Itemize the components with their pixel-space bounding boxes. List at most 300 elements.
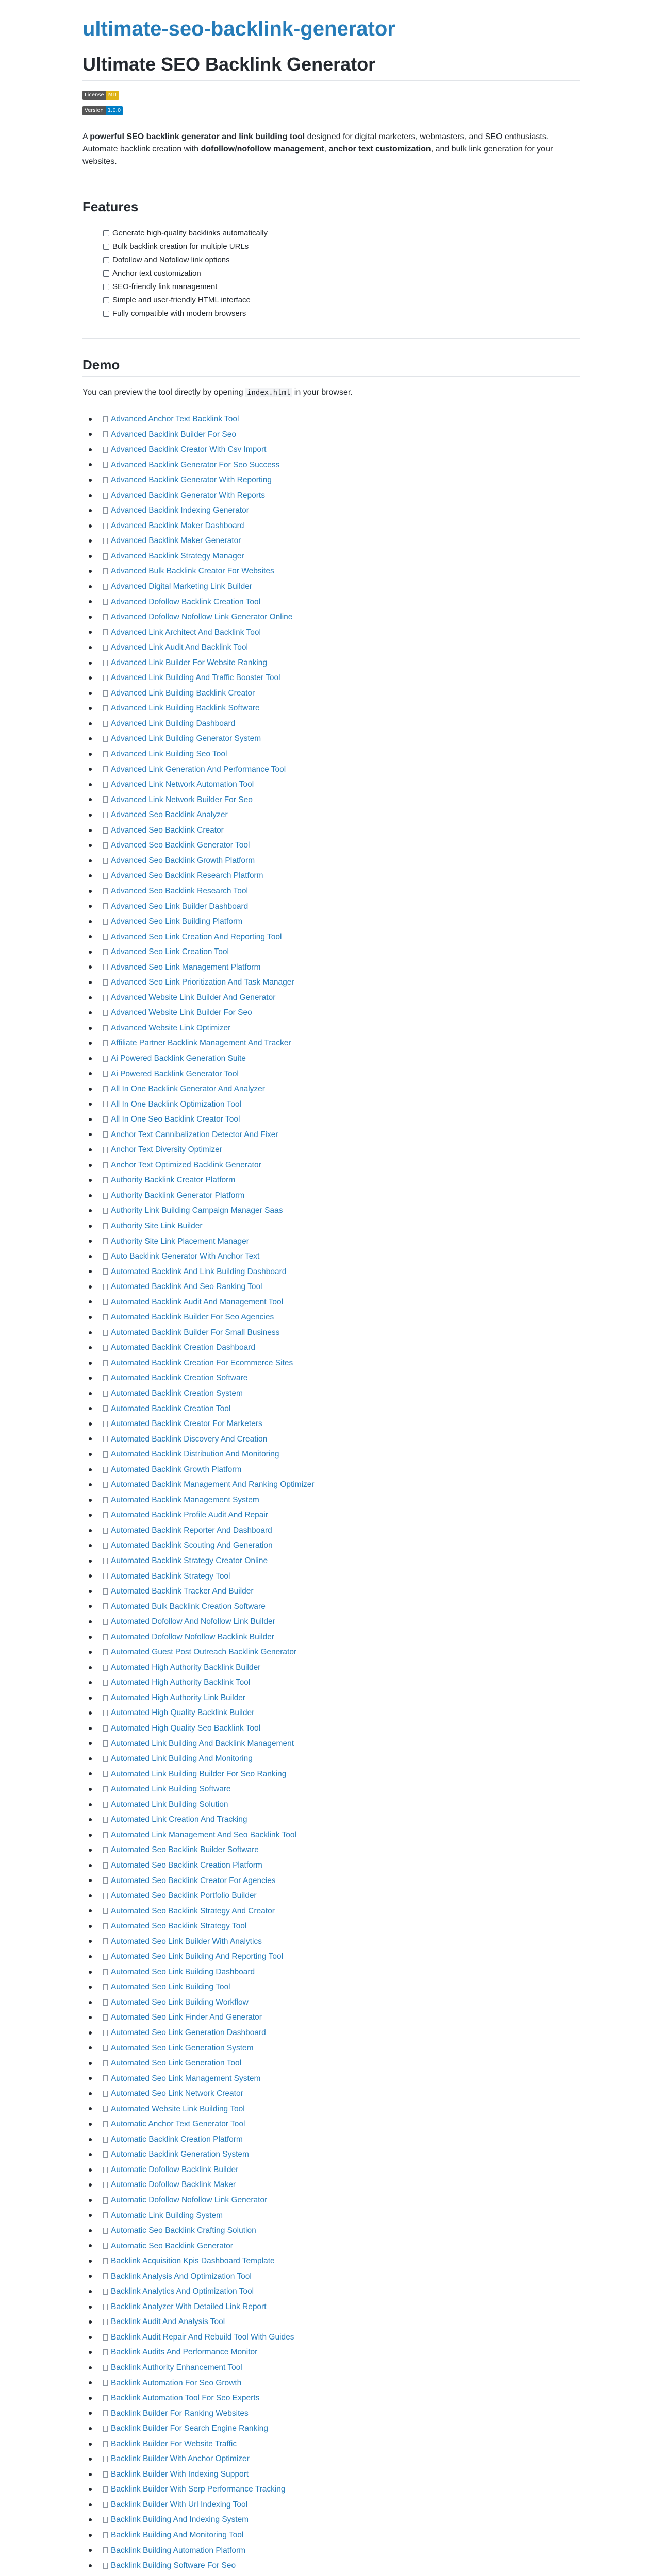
checkbox-icon (103, 257, 109, 263)
link-list-item (103, 1934, 330, 1950)
demo-link[interactable]: All In One Backlink Generator And Analyzer (111, 1084, 265, 1094)
demo-link[interactable]: Automated Backlink Creation Software (111, 1374, 248, 1383)
demo-link[interactable]: Backlink Audits And Performance Monitor (111, 2348, 258, 2357)
demo-link[interactable]: Automatic Anchor Text Generator Tool (111, 2120, 245, 2129)
link-list-item (103, 1264, 330, 1280)
demo-link[interactable]: Automated High Authority Link Builder (111, 1693, 246, 1702)
link-list-item (103, 777, 330, 792)
demo-link[interactable]: Automated Link Building And Monitoring (111, 1754, 253, 1764)
broken-image-icon (103, 1330, 108, 1336)
demo-link[interactable]: Automated High Quality Seo Backlink Tool (111, 1724, 261, 1733)
broken-image-icon (103, 447, 108, 453)
demo-link[interactable]: Automated Dofollow And Nofollow Link Builder (111, 1617, 275, 1626)
demo-link[interactable]: Advanced Backlink Creator With Csv Import (111, 445, 267, 454)
bullet-icon (89, 1651, 92, 1654)
demo-link[interactable]: Advanced Backlink Generator For Seo Success (111, 460, 280, 469)
demo-link[interactable]: Advanced Link Building Dashboard (111, 719, 236, 728)
demo-link[interactable]: Advanced Backlink Maker Dashboard (111, 521, 244, 530)
broken-image-icon (103, 2258, 108, 2264)
link-list-item (103, 1493, 330, 1508)
demo-link[interactable]: All In One Backlink Optimization Tool (111, 1099, 241, 1109)
demo-link[interactable]: Automated Link Building Software (111, 1785, 231, 1794)
demo-link[interactable]: Advanced Seo Link Creation Tool (111, 947, 229, 957)
link-list-item (103, 1036, 330, 1051)
broken-image-icon (103, 842, 108, 849)
broken-image-icon (103, 888, 108, 894)
demo-link[interactable]: Advanced Seo Backlink Creator (111, 825, 224, 835)
demo-link[interactable]: Advanced Seo Backlink Research Tool (111, 886, 248, 895)
feature-item (103, 267, 268, 280)
bullet-icon (89, 463, 92, 466)
bullet-icon (89, 859, 92, 862)
demo-link[interactable]: Advanced Seo Backlink Research Platform (111, 871, 263, 880)
bullet-icon (89, 570, 92, 573)
bullet-icon (89, 1834, 92, 1837)
bullet-icon (89, 2564, 92, 2567)
broken-image-icon (103, 1299, 108, 1305)
broken-image-icon (103, 1193, 108, 1199)
demo-link[interactable]: Backlink Audit Repair And Rebuild Tool With Guides (111, 2332, 294, 2342)
demo-link[interactable]: Advanced Link Audit And Backlink Tool (111, 643, 248, 652)
demo-link[interactable]: Advanced Link Building Backlink Software (111, 704, 260, 713)
demo-link[interactable]: Automated Backlink Scouting And Generation (111, 1541, 273, 1550)
broken-image-icon (103, 873, 108, 879)
bullet-icon (89, 1636, 92, 1639)
link-list-item (103, 625, 330, 640)
bullet-icon (89, 539, 92, 543)
link-list-item (103, 2162, 330, 2178)
bullet-icon (89, 1605, 92, 1608)
broken-image-icon (103, 629, 108, 635)
inline-code: index.html (245, 388, 292, 397)
demo-link[interactable]: Automated Seo Link Building Workflow (111, 1997, 249, 2007)
demo-link[interactable]: Automated Backlink Creation Dashboard (111, 1343, 256, 1352)
demo-link[interactable]: Backlink Builder With Anchor Optimizer (111, 2454, 250, 2464)
demo-link[interactable]: Automated Backlink Creator For Marketers (111, 1419, 262, 1429)
demo-link[interactable]: Automatic Seo Backlink Generator (111, 2241, 233, 2250)
demo-link[interactable]: Automated Seo Link Finder And Generator (111, 2013, 262, 2022)
broken-image-icon (103, 690, 108, 697)
demo-link[interactable]: Automated Backlink Strategy Tool (111, 1571, 230, 1581)
broken-image-icon (103, 1177, 108, 1183)
demo-link[interactable]: Automatic Dofollow Backlink Maker (111, 2180, 236, 2190)
demo-link[interactable]: Automatic Backlink Generation System (111, 2150, 249, 2159)
demo-link[interactable]: Automated Link Building And Backlink Management (111, 1739, 294, 1748)
link-list-item (103, 686, 330, 701)
demo-link[interactable]: Automatic Backlink Creation Platform (111, 2134, 243, 2144)
demo-link[interactable]: Advanced Link Building Backlink Creator (111, 688, 255, 698)
license-badge[interactable] (82, 91, 119, 100)
bullet-icon (89, 1240, 92, 1243)
demo-link[interactable]: Automated Backlink Creation For Ecommerce Sites (111, 1358, 293, 1367)
demo-link[interactable]: Automated Seo Link Building Tool (111, 1982, 230, 1992)
broken-image-icon (103, 1695, 108, 1701)
demo-link[interactable]: Backlink Builder With Serp Performance Tracking (111, 2485, 286, 2494)
demo-link[interactable]: Automated Link Management And Seo Backlink Tool (111, 1830, 296, 1839)
link-list-item (103, 457, 330, 473)
link-list-item (103, 2025, 330, 2041)
demo-link[interactable]: Authority Backlink Creator Platform (111, 1176, 236, 1185)
link-list-item (103, 2208, 330, 2224)
link-list-item (103, 1523, 330, 1538)
demo-link[interactable]: Automatic Dofollow Backlink Builder (111, 2165, 239, 2174)
broken-image-icon (103, 645, 108, 651)
broken-image-icon (103, 2289, 108, 2295)
bullet-icon (89, 1864, 92, 1867)
broken-image-icon (103, 1680, 108, 1686)
broken-image-icon (103, 705, 108, 711)
link-list-item (103, 975, 330, 990)
broken-image-icon (103, 1208, 108, 1214)
demo-link[interactable]: Automated Website Link Building Tool (111, 2104, 245, 2113)
bullet-icon (89, 1620, 92, 1623)
broken-image-icon (103, 751, 108, 757)
demo-link[interactable]: Backlink Authority Enhancement Tool (111, 2363, 242, 2372)
demo-link[interactable]: Advanced Website Link Builder For Seo (111, 1008, 252, 1018)
broken-image-icon (103, 858, 108, 864)
broken-image-icon (103, 2456, 108, 2462)
demo-link[interactable]: Backlink Builder With Url Indexing Tool (111, 2500, 248, 2509)
demo-link[interactable]: Automated Seo Backlink Strategy And Creator (111, 1906, 275, 1916)
bullet-icon (89, 2062, 92, 2065)
demo-link[interactable]: Authority Site Link Placement Manager (111, 1236, 249, 1246)
bullet-icon (89, 1697, 92, 1700)
link-list-item (103, 1645, 330, 1660)
demo-link[interactable]: Automated High Authority Backlink Builder (111, 1663, 261, 1672)
bullet-icon (89, 1879, 92, 1882)
link-list-item (103, 1888, 330, 1904)
link-list-item (103, 2528, 330, 2543)
demo-link[interactable]: Advanced Link Builder For Website Ranking (111, 658, 267, 667)
demo-link[interactable]: Advanced Anchor Text Backlink Tool (111, 415, 239, 423)
demo-link[interactable]: Ai Powered Backlink Generator Tool (111, 1069, 239, 1078)
link-list-item (103, 1477, 330, 1493)
broken-image-icon (103, 949, 108, 955)
broken-image-icon (103, 736, 108, 742)
link-list-item (103, 472, 330, 488)
bullet-icon (89, 1331, 92, 1334)
bullet-icon (89, 2473, 92, 2476)
demo-link[interactable]: All In One Seo Backlink Creator Tool (111, 1115, 240, 1124)
demo-link[interactable]: Advanced Bulk Backlink Creator For Websites (111, 567, 274, 576)
link-list-item (103, 792, 330, 808)
demo-link[interactable]: Advanced Link Architect And Backlink Tool (111, 628, 261, 637)
broken-image-icon (103, 2091, 108, 2097)
demo-link[interactable]: Automated Backlink Management System (111, 1495, 259, 1504)
feature-text: Simple and user-friendly HTML interface (112, 296, 251, 304)
link-list-item (103, 1127, 330, 1143)
broken-image-icon (103, 1101, 108, 1107)
demo-link[interactable]: Advanced Backlink Generator With Reports (111, 490, 265, 500)
link-list-item (103, 960, 330, 975)
demo-link[interactable]: Authority Site Link Builder (111, 1221, 203, 1230)
link-list-item (103, 1919, 330, 1934)
link-list-item (103, 1249, 330, 1264)
demo-link[interactable]: Automated Backlink Distribution And Monitoring (111, 1450, 279, 1459)
bullet-icon (89, 1088, 92, 1091)
link-list-item (103, 503, 330, 518)
demo-link[interactable]: Authority Backlink Generator Platform (111, 1191, 245, 1200)
demo-link[interactable]: Automated Link Creation And Tracking (111, 1815, 247, 1824)
checkbox-icon (103, 311, 109, 317)
demo-link[interactable]: Advanced Link Building And Traffic Booster Tool (111, 673, 280, 683)
demo-link[interactable]: Advanced Link Network Automation Tool (111, 780, 254, 789)
demo-link[interactable]: Automated Backlink Growth Platform (111, 1465, 242, 1474)
broken-image-icon (103, 1588, 108, 1595)
bullet-icon (89, 874, 92, 877)
bullet-icon (89, 1681, 92, 1684)
broken-image-icon (103, 1071, 108, 1077)
demo-link[interactable]: Automated Backlink Profile Audit And Repair (111, 1511, 269, 1520)
demo-link[interactable]: Automated Seo Link Management System (111, 2074, 261, 2083)
broken-image-icon (103, 1467, 108, 1473)
bullet-icon (89, 2503, 92, 2506)
demo-link[interactable]: Backlink Builder For Ranking Websites (111, 2409, 249, 2418)
demo-link[interactable]: Anchor Text Optimized Backlink Generator (111, 1160, 261, 1170)
bullet-icon (89, 2153, 92, 2156)
bullet-icon (89, 965, 92, 969)
bullet-icon (89, 2412, 92, 2415)
link-list-item (103, 1112, 330, 1127)
link-list-item (103, 564, 330, 579)
demo-link[interactable]: Backlink Building Automation Platform (111, 2546, 246, 2555)
demo-link[interactable]: Backlink Audit And Analysis Tool (111, 2317, 225, 2327)
broken-image-icon (103, 2410, 108, 2416)
bullet-icon (89, 1118, 92, 1121)
demo-link[interactable]: Automated Link Building Builder For Seo Ranking (111, 1769, 287, 1778)
demo-link[interactable]: Advanced Digital Marketing Link Builder (111, 582, 252, 591)
bullet-icon (89, 600, 92, 603)
demo-link[interactable]: Advanced Seo Link Creation And Reporting Tool (111, 932, 282, 941)
demo-link[interactable]: Automated Backlink Strategy Creator Online (111, 1556, 268, 1566)
demo-link[interactable]: Auto Backlink Generator With Anchor Text (111, 1252, 260, 1261)
broken-image-icon (103, 1405, 108, 1412)
checkbox-icon (103, 230, 109, 236)
demo-link[interactable]: Automated Seo Link Generation Dashboard (111, 2028, 266, 2037)
broken-image-icon (103, 2243, 108, 2249)
link-list-item (103, 2116, 330, 2132)
demo-link[interactable]: Advanced Website Link Optimizer (111, 1023, 231, 1032)
demo-link[interactable]: Advanced Seo Link Prioritization And Task Manager (111, 978, 294, 987)
demo-link[interactable]: Backlink Analytics And Optimization Tool (111, 2287, 254, 2296)
demo-link[interactable]: Ai Powered Backlink Generation Suite (111, 1054, 246, 1063)
bullet-icon (89, 1300, 92, 1303)
demo-link[interactable]: Automated Seo Backlink Portfolio Builder (111, 1891, 257, 1901)
broken-image-icon (103, 675, 108, 681)
broken-image-icon (103, 2075, 108, 2081)
broken-image-icon (103, 1512, 108, 1518)
broken-image-icon (103, 1634, 108, 1640)
demo-link[interactable]: Advanced Backlink Generator With Reporting (111, 476, 272, 485)
demo-link[interactable]: Automated Seo Backlink Creator For Agencies (111, 1876, 276, 1885)
broken-image-icon (103, 1360, 108, 1366)
demo-link[interactable]: Advanced Seo Backlink Growth Platform (111, 856, 255, 865)
bullet-icon (89, 1209, 92, 1212)
link-list-item (103, 1827, 330, 1843)
demo-link[interactable]: Backlink Building And Monitoring Tool (111, 2531, 244, 2540)
demo-link[interactable]: Advanced Backlink Strategy Manager (111, 551, 244, 561)
intro-text: , and bulk link generation for your websites. (82, 145, 553, 166)
demo-link[interactable]: Backlink Automation Tool For Seo Experts (111, 2394, 260, 2403)
demo-link[interactable]: Automated Seo Link Builder With Analytics (111, 1937, 262, 1946)
link-list-item (103, 884, 330, 899)
broken-image-icon (103, 2471, 108, 2478)
link-list-item (103, 1599, 330, 1615)
link-list-item (103, 1614, 330, 1630)
demo-link[interactable]: Advanced Link Network Builder For Seo (111, 795, 253, 804)
bullet-icon (89, 2488, 92, 2491)
broken-image-icon (103, 1938, 108, 1944)
bullet-icon (89, 494, 92, 497)
bullet-icon (89, 814, 92, 817)
link-list-item (103, 1051, 330, 1066)
demo-link[interactable]: Automated Backlink Builder For Small Business (111, 1328, 280, 1337)
bullet-icon (89, 1971, 92, 1974)
bullet-icon (89, 2427, 92, 2430)
broken-image-icon (103, 1603, 108, 1609)
demo-link[interactable]: Authority Link Building Campaign Manager Saas (111, 1206, 283, 1215)
demo-link[interactable]: Automated Dofollow Nofollow Backlink Builder (111, 1632, 275, 1641)
demo-link[interactable]: Backlink Analyzer With Detailed Link Report (111, 2302, 267, 2311)
link-list-item (103, 533, 330, 549)
link-list-item (103, 1767, 330, 1782)
demo-link[interactable]: Automated Backlink Reporter And Dashboard (111, 1526, 272, 1535)
link-list-item (103, 1447, 330, 1462)
demo-link[interactable]: Advanced Link Generation And Performance Tool (111, 765, 286, 774)
demo-link[interactable]: Automated Bulk Backlink Creation Software (111, 1602, 266, 1611)
bullet-icon (89, 1285, 92, 1289)
bullet-icon (89, 2366, 92, 2369)
broken-image-icon (103, 553, 108, 560)
demo-link[interactable]: Automated Guest Post Outreach Backlink Generator (111, 1648, 297, 1657)
badge-value: 1.0.0 (106, 106, 123, 115)
link-list-item (103, 716, 330, 732)
demo-link[interactable]: Automated Backlink Discovery And Creation (111, 1434, 268, 1444)
demo-link[interactable]: Automated Seo Link Generation Tool (111, 2059, 242, 2068)
broken-image-icon (103, 1010, 108, 1016)
demo-link[interactable]: Advanced Dofollow Backlink Creation Tool (111, 597, 261, 606)
demo-link[interactable]: Automated Backlink Builder For Seo Agencies (111, 1313, 274, 1322)
demo-link[interactable]: Advanced Dofollow Nofollow Link Generator Online (111, 613, 293, 622)
broken-image-icon (103, 538, 108, 544)
demo-link[interactable]: Automatic Dofollow Nofollow Link Generator (111, 2195, 268, 2205)
link-list-item (103, 1203, 330, 1218)
demo-link[interactable]: Advanced Link Building Seo Tool (111, 750, 227, 759)
broken-image-icon (103, 1665, 108, 1671)
demo-link[interactable]: Automated Seo Link Network Creator (111, 2089, 243, 2098)
repo-title-link[interactable]: ultimate-seo-backlink-generator (82, 18, 395, 40)
demo-link[interactable]: Automated Backlink Audit And Management Tool (111, 1297, 284, 1307)
demo-link[interactable]: Automated Backlink Tracker And Builder (111, 1587, 254, 1596)
demo-link[interactable]: Automated Backlink Creation System (111, 1389, 243, 1398)
link-list-item (103, 1858, 330, 1873)
demo-link[interactable] (111, 2573, 304, 2576)
bullet-icon (89, 585, 92, 588)
demo-link[interactable]: Automated Seo Link Building And Reporting Tool (111, 1952, 284, 1961)
demo-link[interactable]: Advanced Seo Link Building Platform (111, 917, 243, 926)
bullet-icon (89, 920, 92, 923)
demo-link[interactable]: Backlink Building And Indexing System (111, 2515, 249, 2524)
demo-link[interactable]: Backlink Builder For Website Traffic (111, 2439, 237, 2448)
demo-link[interactable]: Advanced Link Building Generator System (111, 734, 261, 743)
demo-link[interactable]: Automated Link Building Solution (111, 1800, 228, 1809)
demo-link[interactable]: Automated High Authority Backlink Tool (111, 1678, 251, 1687)
link-list-item (103, 412, 330, 427)
demo-link[interactable]: Advanced Backlink Builder For Seo (111, 430, 236, 439)
broken-image-icon (103, 919, 108, 925)
link-list-item (103, 609, 330, 625)
bullet-icon (89, 1042, 92, 1045)
demo-link[interactable]: Backlink Builder For Search Engine Ranking (111, 2424, 268, 2433)
bullet-icon (89, 2397, 92, 2400)
demo-link[interactable]: Automated Seo Link Generation System (111, 2043, 254, 2053)
demo-link[interactable]: Affiliate Partner Backlink Management And Tracker (111, 1039, 291, 1048)
demo-link[interactable]: Automated Seo Link Building Dashboard (111, 1967, 255, 1976)
broken-image-icon (103, 493, 108, 499)
features-heading: Features (82, 199, 139, 214)
demo-link[interactable]: Advanced Seo Link Builder Dashboard (111, 902, 249, 911)
demo-link[interactable]: Automated Backlink Creation Tool (111, 1404, 231, 1413)
demo-link[interactable]: Automated High Quality Backlink Builder (111, 1708, 255, 1718)
broken-image-icon (103, 2121, 108, 2127)
demo-link[interactable]: Automated Backlink And Seo Ranking Tool (111, 1282, 262, 1292)
intro-bold: anchor text customization (328, 145, 431, 154)
feature-item (103, 280, 268, 294)
broken-image-icon (103, 1984, 108, 1990)
broken-image-icon (103, 599, 108, 605)
broken-image-icon (103, 2304, 108, 2310)
demo-link[interactable]: Backlink Analysis And Optimization Tool (111, 2272, 252, 2281)
bullet-icon (89, 631, 92, 634)
bullet-icon (89, 768, 92, 771)
bullet-icon (89, 1346, 92, 1349)
demo-link[interactable]: Automated Seo Backlink Strategy Tool (111, 1922, 247, 1931)
bullet-icon (89, 783, 92, 786)
feature-text: Anchor text customization (112, 269, 201, 278)
demo-link[interactable]: Backlink Builder With Indexing Support (111, 2469, 249, 2479)
demo-link[interactable]: Advanced Website Link Builder And Generator (111, 993, 276, 1002)
demo-link[interactable]: Automated Backlink Management And Ranking Optimizer (111, 1480, 315, 1489)
demo-link[interactable]: Anchor Text Cannibalization Detector And Fixer (111, 1130, 278, 1139)
demo-link[interactable]: Advanced Seo Backlink Analyzer (111, 810, 228, 820)
broken-image-icon (103, 1284, 108, 1290)
demo-link[interactable]: Advanced Seo Link Management Platform (111, 962, 261, 972)
demo-link[interactable]: Anchor Text Diversity Optimizer (111, 1145, 222, 1155)
demo-link[interactable]: Automated Seo Backlink Builder Software (111, 1845, 259, 1855)
broken-image-icon (103, 1862, 108, 1869)
demo-link[interactable]: Advanced Backlink Maker Generator (111, 536, 241, 546)
broken-image-icon (103, 1253, 108, 1260)
demo-link[interactable]: Advanced Backlink Indexing Generator (111, 506, 249, 515)
demo-link[interactable]: Backlink Acquisition Kpis Dashboard Template (111, 2257, 275, 2266)
demo-link[interactable]: Automated Backlink And Link Building Dashboard (111, 1267, 287, 1276)
demo-link[interactable]: Automatic Link Building System (111, 2211, 223, 2220)
intro-paragraph (82, 131, 580, 168)
version-badge[interactable] (82, 106, 123, 115)
link-list-item (103, 2239, 330, 2254)
bullet-icon (89, 418, 92, 421)
demo-link[interactable]: Advanced Seo Backlink Generator Tool (111, 841, 250, 850)
broken-image-icon (103, 2365, 108, 2371)
feature-text: SEO-friendly link management (112, 282, 218, 291)
bullet-icon (89, 2123, 92, 2126)
demo-link[interactable]: Automatic Seo Backlink Crafting Solution (111, 2226, 256, 2235)
broken-image-icon (103, 568, 108, 574)
demo-link[interactable]: Automated Seo Backlink Creation Platform (111, 1860, 262, 1870)
demo-link[interactable]: Backlink Building Software For Seo (111, 2561, 236, 2570)
bullet-icon (89, 829, 92, 832)
demo-link[interactable]: Backlink Automation For Seo Growth (111, 2378, 242, 2387)
